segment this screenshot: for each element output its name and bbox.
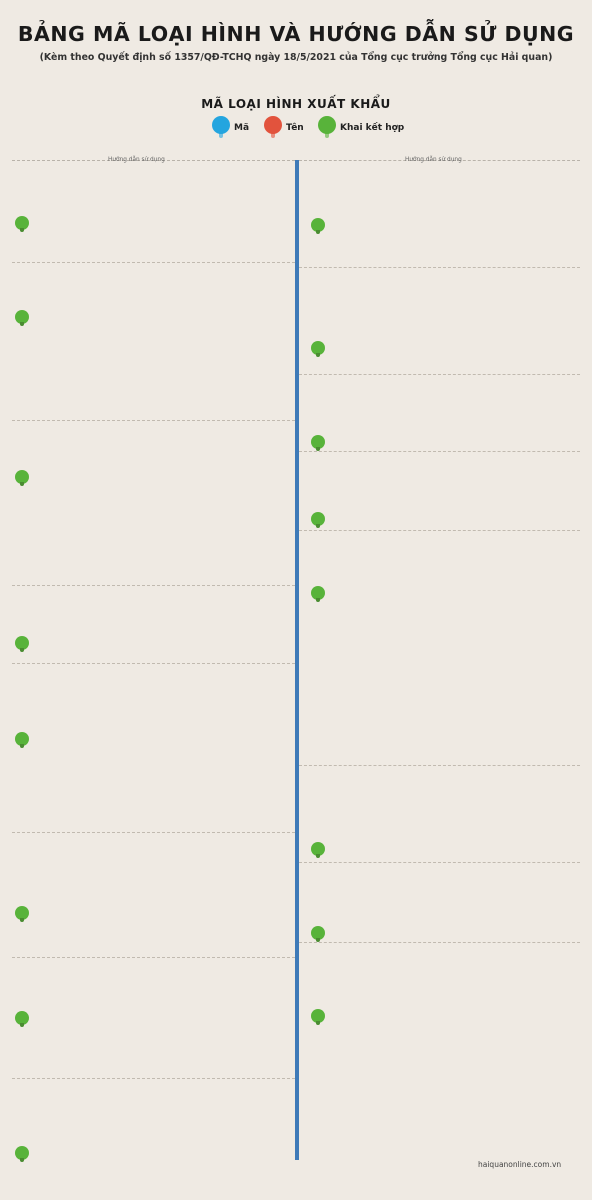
usage-note <box>404 213 582 214</box>
combined-declaration-icon <box>311 218 325 232</box>
column-heading-left: Hướng dẫn sử dụng <box>108 157 165 163</box>
entry-separator <box>12 262 295 263</box>
legend-label-name: Tên <box>286 123 304 133</box>
combined-declaration-icon <box>311 435 325 449</box>
section-title: MÃ LOẠI HÌNH XUẤT KHẨU <box>201 97 391 111</box>
combined-declaration-icon <box>15 906 29 920</box>
entry-separator <box>12 585 295 586</box>
usage-description <box>108 1087 288 1088</box>
entry-separator <box>12 663 295 664</box>
usage-note <box>108 790 288 791</box>
combined-declaration-icon <box>15 310 29 324</box>
entry-separator <box>12 420 295 421</box>
usage-note <box>108 624 288 625</box>
usage-note <box>404 322 582 323</box>
usage-description <box>108 266 288 267</box>
usage-description <box>404 174 582 175</box>
code-marker-icon <box>212 116 230 134</box>
entry-separator <box>299 765 580 766</box>
entry-separator <box>299 451 580 452</box>
usage-note <box>108 1031 288 1032</box>
usage-description <box>108 678 288 679</box>
usage-description <box>404 781 582 782</box>
usage-description <box>404 955 582 956</box>
combined-declaration-icon <box>15 470 29 484</box>
usage-description <box>108 175 288 176</box>
entry-separator <box>299 942 580 943</box>
combined-declaration-icon <box>15 732 29 746</box>
entry-separator <box>299 267 580 268</box>
main-title: BẢNG MÃ LOẠI HÌNH VÀ HƯỚNG DẪN SỬ DỤNG <box>17 22 575 46</box>
usage-description <box>108 845 288 846</box>
entry-separator <box>12 957 295 958</box>
name-marker-icon <box>264 116 282 134</box>
combined-declaration-icon <box>311 926 325 940</box>
usage-description <box>404 386 582 387</box>
usage-description <box>404 549 582 550</box>
combined-declaration-icon <box>15 1011 29 1025</box>
center-divider <box>295 160 299 1160</box>
usage-description <box>108 969 288 970</box>
combined-declaration-icon <box>311 842 325 856</box>
entry-separator <box>299 862 580 863</box>
combined-declaration-icon <box>15 216 29 230</box>
usage-description <box>404 277 582 278</box>
combined-declaration-icon <box>311 1009 325 1023</box>
legend-label-code: Mã <box>234 123 250 133</box>
usage-description <box>404 474 582 475</box>
usage-description <box>108 592 288 593</box>
combined-declaration-icon <box>15 1146 29 1160</box>
usage-note <box>108 389 288 390</box>
usage-note <box>108 883 288 884</box>
legend <box>0 116 592 142</box>
combined-declaration-icon <box>311 512 325 526</box>
column-heading-right: Hướng dẫn sử dụng <box>405 157 462 163</box>
subtitle: (Kèm theo Quyết định số 1357/QĐ-TCHQ ngày 18/5/2021 của Tổng cục trưởng Tổng cục Hải quan) <box>39 52 553 63</box>
usage-description <box>404 876 582 877</box>
footer-source: haiquanonline.com.vn <box>478 1160 562 1169</box>
legend-label-combined: Khai kết hợp <box>340 123 405 133</box>
entry-separator <box>299 530 580 531</box>
combined-declaration-icon <box>311 586 325 600</box>
combined-declaration-icon <box>15 636 29 650</box>
entry-separator <box>12 832 295 833</box>
entry-separator <box>299 374 580 375</box>
combined-marker-icon <box>318 116 336 134</box>
usage-description <box>108 425 288 426</box>
entry-separator <box>12 1078 295 1079</box>
combined-declaration-icon <box>311 341 325 355</box>
